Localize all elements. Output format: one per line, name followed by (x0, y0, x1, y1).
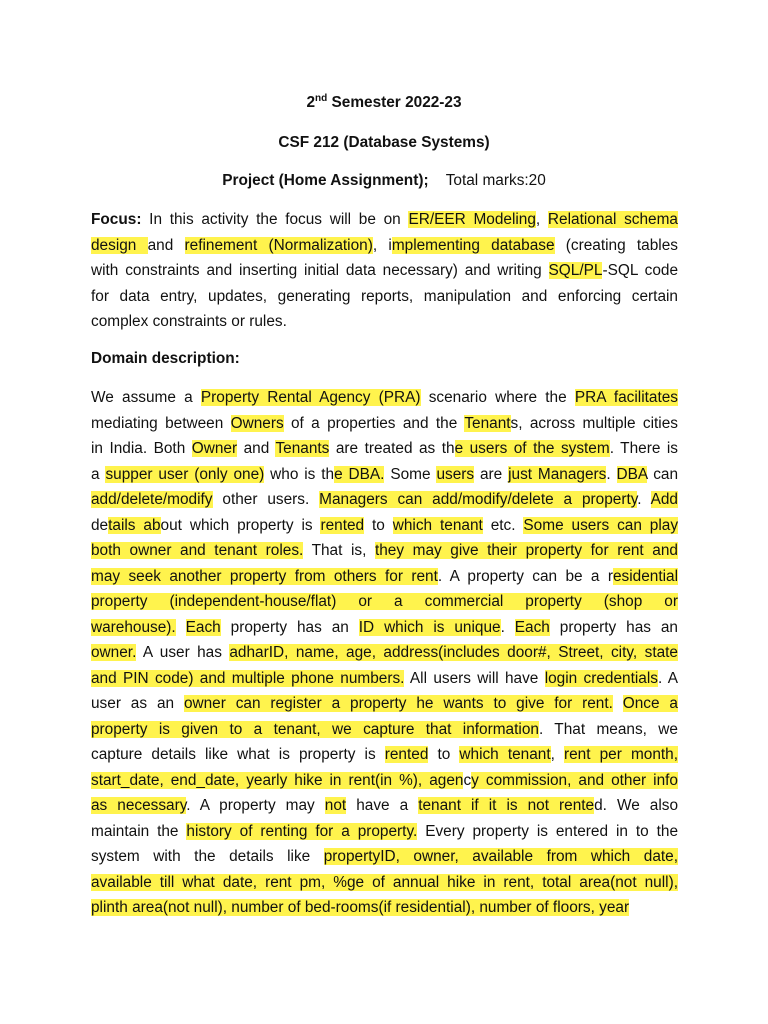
highlighted-text: adharID, name, age, address(includes door#, Street, city, state (229, 644, 678, 661)
focus-label: Focus: (91, 211, 142, 228)
text-line (91, 717, 678, 743)
text-segment: . That means, we (538, 720, 678, 738)
text-segment: who is th (264, 465, 335, 483)
highlighted-text: Add (650, 491, 678, 508)
text-segment: system with the details like (91, 848, 324, 865)
highlighted-text: Managers can add/modify/delete a property (319, 491, 638, 508)
text-segment: a (91, 465, 106, 483)
domain-description-paragraph (91, 385, 678, 921)
highlighted-text: ID which is unique (358, 618, 501, 636)
text-segment: . A (657, 669, 678, 687)
highlighted-text: PRA facilitates (574, 389, 678, 406)
text-segment: Some (384, 465, 437, 483)
highlighted-text: owner can register a property he wants to give for rent. (183, 695, 613, 712)
highlighted-text: rent per month, (564, 746, 678, 763)
text-segment: d. We also (594, 797, 679, 814)
highlighted-text: design (91, 236, 148, 254)
text-line (91, 844, 678, 870)
highlighted-text: Once a (622, 695, 678, 712)
highlighted-text: as neces (91, 797, 159, 814)
text-line (91, 436, 678, 462)
text-line (91, 793, 678, 819)
text-line (91, 640, 678, 666)
text-segment: with constraints and inserting initial data necessary) and writing (91, 262, 549, 279)
text-line (91, 411, 678, 437)
highlighted-text: property is given to a tenant, we capture that information (91, 720, 539, 738)
text-segment: . (500, 618, 515, 636)
semester-heading (0, 94, 768, 112)
highlighted-text: just Managers (508, 465, 607, 483)
highlighted-text: and PIN code) and multiple phone numbers. (91, 669, 405, 687)
text-segment: in India. Both (91, 440, 192, 457)
text-segment: to (428, 746, 460, 763)
highlighted-text: DBA (616, 465, 648, 483)
text-segment: maintain the (91, 822, 187, 840)
highlighted-text: owner. (91, 644, 137, 661)
course-title: CSF 212 (Database Systems) (278, 134, 490, 151)
highlighted-text: property (independent-house/flat) or a commercial property (shop or (91, 593, 678, 610)
highlighted-text: they may give their property for rent and (374, 542, 678, 559)
highlighted-text: y commission, and other info (471, 771, 678, 789)
text-line (91, 487, 678, 513)
text-line (91, 513, 678, 539)
text-segment: mediating between (91, 414, 231, 432)
text-segment: , i (372, 236, 392, 254)
highlighted-text: SQL/PL (548, 262, 603, 279)
highlighted-text: rented (320, 516, 365, 534)
highlighted-text: which tenant (459, 746, 551, 763)
highlighted-text: tenant if it is not rente (418, 797, 595, 814)
highlighted-text: not (324, 797, 347, 814)
text-line (91, 742, 678, 768)
project-title: Project (Home Assignment); (222, 172, 429, 189)
text-segment: scenario where the (420, 389, 575, 406)
text-line (91, 870, 678, 896)
text-segment: de (91, 516, 109, 534)
highlighted-text: rented (384, 746, 429, 763)
highlighted-text: refinement (Normalization) (184, 236, 373, 254)
text-segment: for data entry, updates, generating reports, manipulation and enforcing certain (91, 287, 678, 305)
highlighted-text: propertyID, owner, available from which date, (323, 848, 678, 865)
text-line (91, 309, 678, 335)
text-segment: . (637, 491, 651, 508)
text-segment: out which property is (160, 516, 321, 534)
text-line (91, 284, 678, 310)
text-line (91, 691, 678, 717)
text-segment: A user has (136, 644, 230, 661)
highlighted-text: Relational schema (547, 211, 678, 228)
focus-paragraph (91, 207, 678, 335)
text-segment: complex constraints or rules. (91, 313, 287, 330)
text-line (91, 538, 678, 564)
highlighted-text: Owners (230, 414, 284, 432)
semester-number: 2 (306, 94, 315, 111)
text-segment: We assume a (91, 389, 201, 406)
text-line (91, 768, 678, 794)
text-segment: -SQL code (602, 262, 679, 279)
text-segment: In this activity the focus will be on (141, 211, 409, 228)
text-line (91, 462, 678, 488)
project-line (0, 172, 768, 190)
highlighted-text: supper user (only one) (105, 465, 265, 483)
text-segment: to (364, 516, 393, 534)
semester-suffix: nd (315, 92, 328, 104)
highlighted-text: warehouse). (91, 618, 176, 636)
text-segment: other users. (212, 491, 320, 508)
total-marks: Total marks:20 (445, 172, 546, 189)
text-segment: property has an (549, 618, 678, 636)
highlighted-text: e DBA. (334, 465, 385, 483)
semester-text: Semester 2022-23 (327, 94, 462, 111)
highlighted-text: Each (185, 618, 221, 636)
highlighted-text: Tenants (275, 440, 330, 457)
text-line (91, 589, 678, 615)
text-segment: user as an (91, 695, 184, 712)
text-segment: (creating tables (554, 236, 678, 254)
text-line (91, 819, 678, 845)
text-segment: . (606, 465, 617, 483)
text-segment: property has an (220, 618, 359, 636)
text-segment: Every property is entered in to the (417, 822, 678, 840)
text-line (91, 207, 678, 233)
text-line (91, 564, 678, 590)
highlighted-text: tails ab (108, 516, 161, 534)
text-line (91, 895, 678, 921)
highlighted-text: plinth area(not null), number of bed-rooms(if residential), number of floors, year (91, 899, 630, 916)
text-segment: of a properties and the (283, 414, 465, 432)
text-segment (613, 695, 623, 712)
text-segment: That is, (303, 542, 375, 559)
highlighted-text: sary (158, 797, 187, 814)
highlighted-text: available till what date, rent pm, %ge of annual hike in rent, total area(not null), (91, 873, 678, 891)
text-segment: . There is (609, 440, 678, 457)
domain-heading: Domain description: (91, 350, 240, 367)
highlighted-text: may seek another property from others for rent (91, 567, 438, 585)
text-segment: . A property may (186, 797, 325, 814)
highlighted-text: history of renting for a property. (186, 822, 418, 840)
highlighted-text: start_date, end_date, yearly hike in rent(in %), agen (91, 771, 464, 789)
highlighted-text: e users of the system (454, 440, 610, 457)
text-segment (176, 619, 186, 636)
text-segment: All users will have (404, 669, 545, 687)
text-segment: are (474, 465, 509, 483)
highlighted-text: add/delete/modify (91, 491, 213, 508)
text-segment: . A property can be a r (437, 567, 613, 585)
text-segment: , (535, 211, 548, 228)
highlighted-text: Tenant (464, 414, 511, 432)
text-segment: and (237, 440, 276, 457)
text-line (91, 385, 678, 411)
text-segment: , (550, 746, 564, 763)
highlighted-text: ER/EER Modeling (408, 211, 536, 228)
highlighted-text: login credentials (544, 669, 658, 687)
text-segment: have a (346, 797, 419, 814)
text-segment: c (463, 771, 472, 789)
highlighted-text: Each (514, 618, 550, 636)
highlighted-text: users (436, 465, 475, 483)
highlighted-text: Some users can play (523, 516, 679, 534)
highlighted-text: esidential (612, 567, 679, 585)
highlighted-text: mplementing database (391, 236, 555, 254)
text-segment: can (647, 465, 679, 483)
highlighted-text: both owner and tenant roles. (91, 542, 304, 559)
text-line (91, 615, 678, 641)
text-line (91, 258, 678, 284)
text-line (91, 666, 678, 692)
highlighted-text: Property Rental Agency (PRA) (200, 389, 421, 406)
text-segment: etc. (482, 516, 524, 534)
highlighted-text: which tenant (392, 516, 483, 534)
text-segment: and (147, 236, 185, 254)
text-segment: capture details like what is property is (91, 746, 385, 763)
text-segment: s, across multiple cities (510, 414, 678, 432)
text-segment: are treated as th (329, 440, 455, 457)
highlighted-text: Owner (191, 440, 238, 457)
text-line (91, 233, 678, 259)
